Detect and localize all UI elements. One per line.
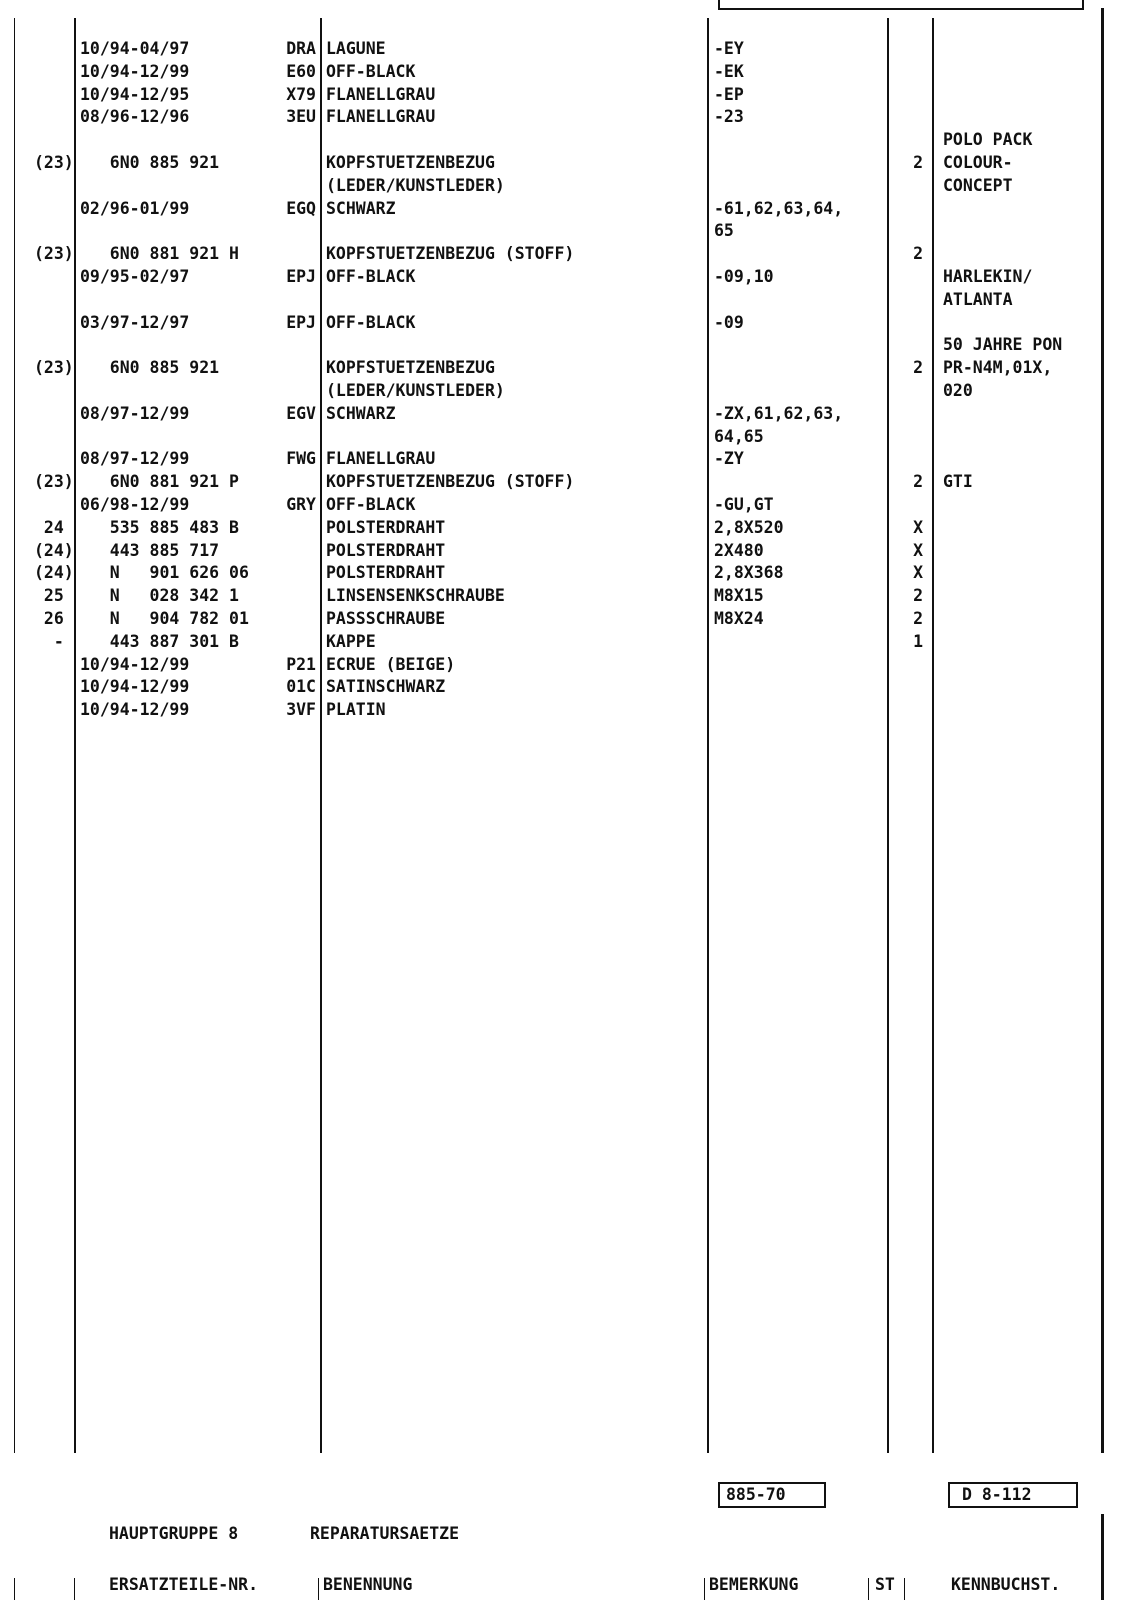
identifier-cell: GTI [943,472,973,492]
description-cell: SCHWARZ [326,403,396,423]
color-code-cell: P21 [286,654,316,674]
description-cell: SCHWARZ [326,198,396,218]
hdr-rule-f [904,1578,905,1600]
hdr-rule-e [868,1578,869,1600]
remark-cell: -23 [714,107,744,127]
part-number-cell: 10/94-12/99 [80,700,190,720]
description-cell: LINSENSENKSCHRAUBE [326,586,505,606]
remark-cell: -ZX,61,62,63, [714,403,844,423]
table-row [0,403,1143,425]
part-number-cell: 535 885 483 B [80,517,239,537]
position-cell: (24) [34,540,74,560]
quantity-cell: 2 [913,358,923,378]
position-cell: (23) [34,358,74,378]
description-cell: FLANELLGRAU [326,107,436,127]
remark-cell: 2X480 [714,540,764,560]
hdr-rule-a [14,1578,15,1600]
table-row [0,471,1143,493]
section-code-box [718,1482,826,1508]
identifier-cell: COLOUR- [943,153,1013,172]
description-cell: KOPFSTUETZENBEZUG [326,358,495,378]
remark-cell: -EK [714,61,744,81]
col-header-qty: ST [875,1575,895,1594]
part-number-cell: 02/96-01/99 [80,198,190,218]
col-header-description: BENENNUNG [323,1575,413,1594]
remark-cell: 2,8X520 [714,517,784,537]
table-row [0,175,1143,197]
position-cell: (23) [34,153,74,172]
part-number-cell: 09/95-02/97 [80,267,190,286]
description-cell: (LEDER/KUNSTLEDER) [326,175,505,195]
remark-cell: -ZY [714,449,744,469]
col-header-identifier: KENNBUCHST. [951,1575,1061,1594]
page-ref-box [948,1482,1078,1508]
table-row [0,84,1143,106]
quantity-cell: 2 [913,472,923,492]
description-cell: OFF-BLACK [326,312,416,332]
color-code-cell: EGQ [286,198,316,218]
hdr-rule-d [704,1578,705,1600]
description-cell: FLANELLGRAU [326,449,436,469]
description-cell: SATINSCHWARZ [326,677,446,697]
color-code-cell: DRA [286,39,316,58]
remark-cell: -61,62,63,64, [714,198,844,218]
description-cell: KAPPE [326,631,376,651]
part-number-cell: 08/96-12/96 [80,107,190,127]
remark-cell: 2,8X368 [714,563,784,583]
quantity-cell: X [913,540,923,560]
part-number-cell: 10/94-12/95 [80,84,190,104]
remark-cell: 65 [714,221,734,241]
group-label: HAUPTGRUPPE 8 [109,1524,239,1543]
description-cell: FLANELLGRAU [326,84,436,104]
identifier-cell: 020 [943,381,973,400]
footer-rule-right [1101,1514,1104,1600]
section-code: 885-70 [726,1485,786,1504]
hdr-rule-c [318,1578,319,1600]
identifier-cell: PR-N4M,01X, [943,358,1053,378]
identifier-cell: HARLEKIN/ [943,267,1033,286]
part-number-cell: 443 885 717 [80,540,220,560]
quantity-cell: 2 [913,244,923,264]
remark-cell: M8X24 [714,609,764,628]
part-number-cell: 6N0 881 921 H [80,244,239,264]
description-cell: ECRUE (BEIGE) [326,654,456,674]
table-row [0,608,1143,630]
description-cell: OFF-BLACK [326,61,416,81]
part-number-cell: 08/97-12/99 [80,449,190,469]
top-frame-fragment [718,0,1084,10]
position-cell: - [34,631,64,651]
table-row [0,312,1143,334]
table-row [0,426,1143,448]
color-code-cell: 3VF [286,700,316,720]
identifier-cell: POLO PACK [943,130,1033,150]
color-code-cell: E60 [286,61,316,81]
identifier-cell: 50 JAHRE PON [943,335,1063,355]
col-header-remark: BEMERKUNG [709,1575,799,1594]
table-row [0,289,1143,311]
table-row [0,676,1143,698]
description-cell: LAGUNE [326,39,386,58]
remark-cell: 64,65 [714,426,764,446]
position-cell: (23) [34,472,74,492]
part-number-cell: 08/97-12/99 [80,403,190,423]
hdr-rule-b [74,1578,75,1600]
description-cell: OFF-BLACK [326,267,416,286]
part-number-cell: 10/94-04/97 [80,39,190,58]
group-title: REPARATURSAETZE [310,1524,460,1543]
remark-cell: -EP [714,84,744,104]
description-cell: OFF-BLACK [326,495,416,514]
part-number-cell: 6N0 881 921 P [80,472,239,492]
description-cell: POLSTERDRAHT [326,517,446,537]
description-cell: POLSTERDRAHT [326,563,446,583]
position-cell: 24 [34,517,64,537]
table-row [0,699,1143,721]
part-number-cell: 6N0 885 921 [80,153,220,172]
color-code-cell: FWG [286,449,316,469]
table-row [0,152,1143,174]
description-cell: PASSSCHRAUBE [326,609,446,628]
remark-cell: M8X15 [714,586,764,606]
table-row [0,220,1143,242]
remark-cell: -EY [714,39,744,58]
part-number-cell: N 904 782 01 [80,609,249,628]
table-row [0,266,1143,288]
color-code-cell: 3EU [286,107,316,127]
position-cell: (24) [34,563,74,583]
description-cell: PLATIN [326,700,386,720]
page-ref: D 8-112 [962,1485,1032,1504]
position-cell: (23) [34,244,74,264]
quantity-cell: 2 [913,586,923,606]
remark-cell: -GU,GT [714,495,774,514]
table-row [0,540,1143,562]
quantity-cell: X [913,517,923,537]
position-cell: 26 [34,609,64,628]
table-row [0,631,1143,653]
color-code-cell: X79 [286,84,316,104]
description-cell: KOPFSTUETZENBEZUG (STOFF) [326,244,575,264]
quantity-cell: X [913,563,923,583]
col-header-part-number: ERSATZTEILE-NR. [109,1575,259,1594]
color-code-cell: 01C [286,677,316,697]
part-number-cell: 443 887 301 B [80,631,239,651]
quantity-cell: 2 [913,153,923,172]
table-row [0,38,1143,60]
quantity-cell: 1 [913,631,923,651]
color-code-cell: EPJ [286,267,316,286]
description-cell: (LEDER/KUNSTLEDER) [326,381,505,400]
color-code-cell: EPJ [286,312,316,332]
color-code-cell: EGV [286,403,316,423]
table-row [0,357,1143,379]
part-number-cell: 10/94-12/99 [80,61,190,81]
description-cell: KOPFSTUETZENBEZUG (STOFF) [326,472,575,492]
identifier-cell: CONCEPT [943,175,1013,195]
table-row [0,494,1143,516]
remark-cell: -09 [714,312,744,332]
table-row [0,585,1143,607]
table-row [0,654,1143,676]
table-row [0,562,1143,584]
table-row [0,380,1143,402]
part-number-cell: 10/94-12/99 [80,677,190,697]
part-number-cell: N 028 342 1 [80,586,239,606]
remark-cell: -09,10 [714,267,774,286]
table-row [0,334,1143,356]
identifier-cell: ATLANTA [943,289,1013,309]
part-number-cell: 6N0 885 921 [80,358,220,378]
position-cell: 25 [34,586,64,606]
part-number-cell: 03/97-12/97 [80,312,190,332]
table-row [0,198,1143,220]
table-row [0,243,1143,265]
table-row [0,517,1143,539]
part-number-cell: 06/98-12/99 [80,495,190,514]
color-code-cell: GRY [286,495,316,514]
description-cell: POLSTERDRAHT [326,540,446,560]
table-row [0,106,1143,128]
table-row [0,448,1143,470]
table-row [0,129,1143,151]
part-number-cell: 10/94-12/99 [80,654,190,674]
description-cell: KOPFSTUETZENBEZUG [326,153,495,172]
table-row [0,61,1143,83]
quantity-cell: 2 [913,609,923,628]
part-number-cell: N 901 626 06 [80,563,249,583]
